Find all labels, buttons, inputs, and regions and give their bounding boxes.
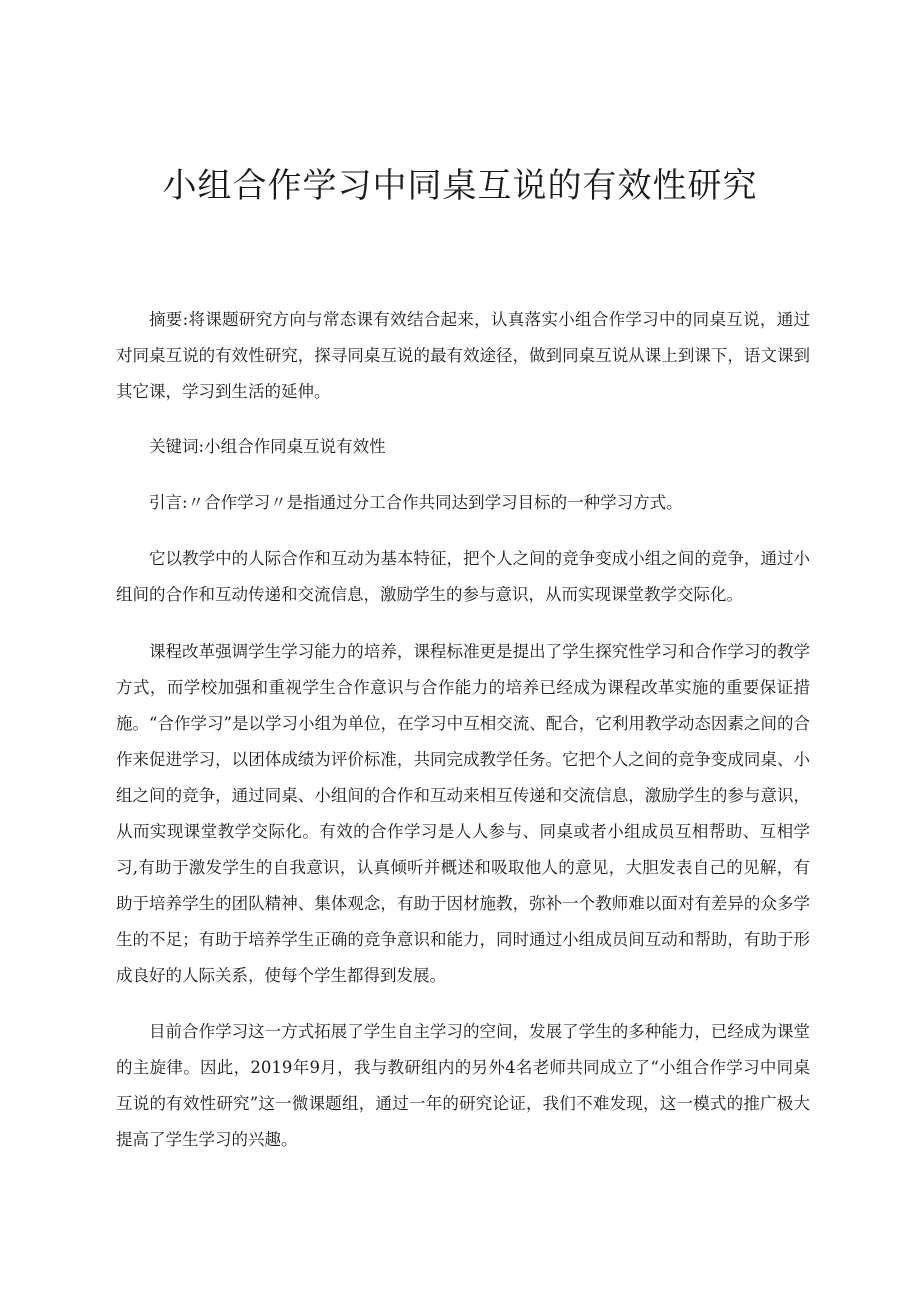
abstract-paragraph	[116, 302, 810, 410]
body-paragraph-feature: 它以教学中的人际合作和互动为基本特征，把个人之间的竞争变成小组之间的竞争，通过小组间的合作和互动传递和交流信息，激励学生的参与意识，从而实现课堂教学交际化。	[116, 549, 810, 604]
document-title: 小组合作学习中同桌互说的有效性研究	[162, 166, 758, 206]
intro-label: 引言:	[149, 493, 188, 512]
keywords-label: 关键词:	[149, 437, 205, 456]
intro-paragraph	[116, 485, 810, 521]
intro-text: 〃合作学习〃是指通过分工合作共同达到学习目标的一种学习方式。	[187, 493, 683, 512]
abstract-label: 摘要:	[149, 310, 189, 329]
keywords-text: 小组合作同桌互说有效性	[204, 437, 386, 456]
body-paragraph-current: 目前合作学习这一方式拓展了学生自主学习的空间，发展了学生的多种能力，已经成为课堂的主旋律。因此，2019年9月，我与教研组内的另外4名老师共同成立了“小组合作学习中同桌互说的有效性研究”这一微课题组，通过一年的研究论证，我们不难发现，这一模式的推广极大提高了学生学习的兴趣。	[116, 1022, 810, 1149]
body-paragraph-reform: 课程改革强调学生学习能力的培养，课程标准更是提出了学生探究性学习和合作学习的教学方式，而学校加强和重视学生合作意识与合作能力的培养已经成为课程改革实施的重要保证措施。“合作学习”是以学习小组为单位，在学习中互相交流、配合，它利用教学动态因素之间的合作来促进学习，以团体成绩为评价标准，共同完成教学任务。它把个人之间的竞争变成同桌、小组之间的竞争，通过同桌、小组间的合作和互动来相互传递和交流信息，激励学生的参与意识，从而实现课堂教学交际化。有效的合作学习是人人参与、同桌或者小组成员互相帮助、互相学习,有助于激发学生的自我意识，认真倾听并概述和吸取他人的意见，大胆发表自己的见解，有助于培养学生的团队精神、集体观念，有助于因材施教，弥补一个教师难以面对有差异的众多学生的不足；有助于培养学生正确的竞争意识和能力，同时通过小组成员间互动和帮助，有助于形成良好的人际关系，使每个学生都得到发展。	[116, 642, 810, 985]
keywords-paragraph	[116, 429, 810, 465]
abstract-text: 将课题研究方向与常态课有效结合起来，认真落实小组合作学习中的同桌互说，通过对同桌互说的有效性研究，探寻同桌互说的最有效途径，做到同桌互说从课上到课下，语文课到其它课，学习到生活的延伸。	[116, 310, 810, 401]
